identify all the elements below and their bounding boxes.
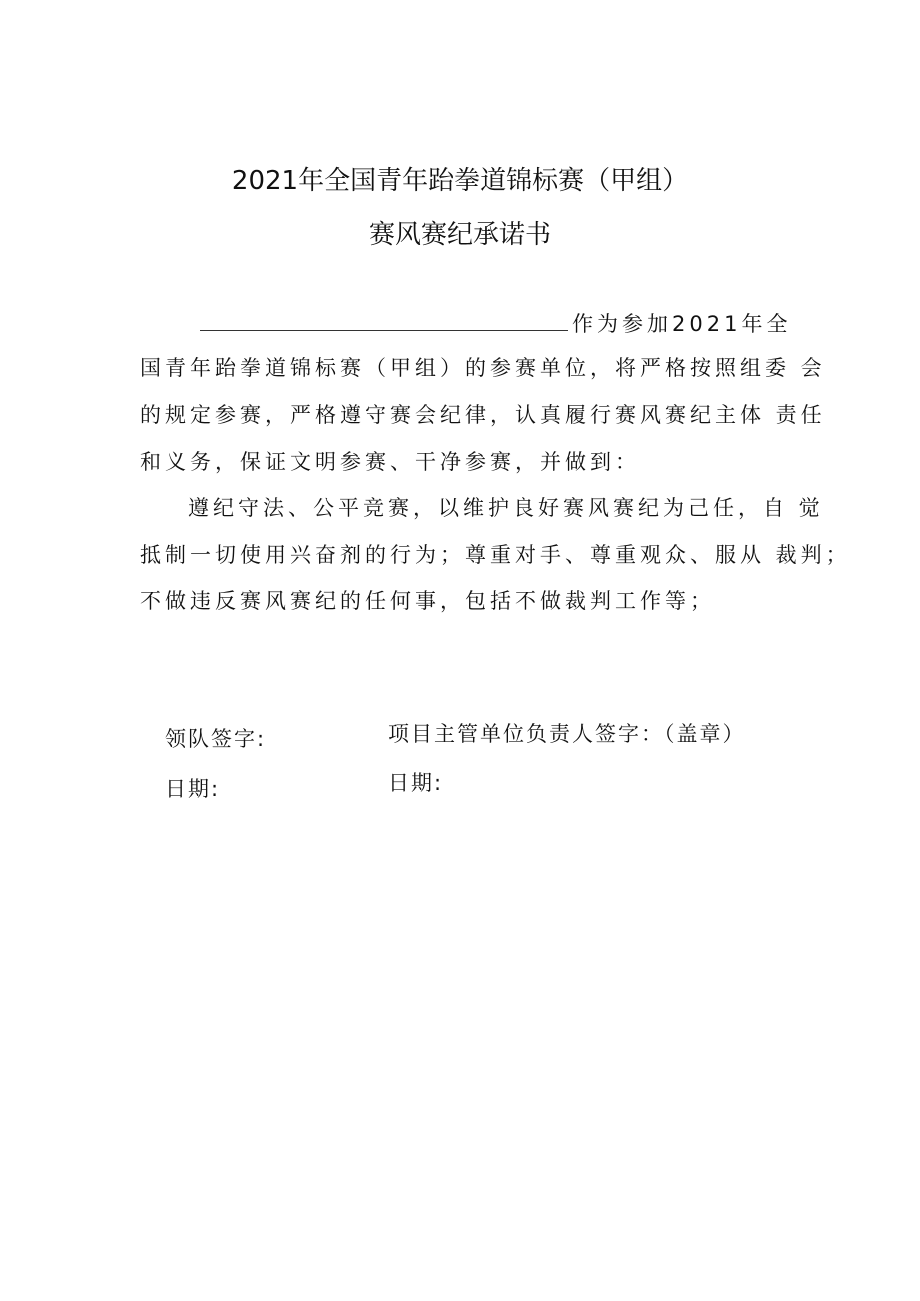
body-line-7: 不做违反赛风赛纪的任何事，包括不做裁判工作等； [140, 589, 715, 613]
body-line-5: 遵纪守法、公平竞赛，以维护良好赛风赛纪为己任，自 觉 [188, 496, 824, 520]
body-line-1-text: 作为参加2021年全 [572, 312, 792, 336]
leader-date-label: 日期: [165, 777, 221, 801]
document-subtitle: 赛风赛纪承诺书 [368, 220, 551, 250]
leader-signature-label: 领队签字: [165, 727, 267, 751]
supervisor-date-label: 日期: [388, 771, 444, 795]
supervisor-signature-label: 项目主管单位负责人签字：（盖章） [388, 722, 746, 746]
unit-name-blank [200, 308, 568, 331]
body-line-1 [200, 308, 791, 339]
body-line-3: 的规定参赛，严格遵守赛会纪律，认真履行赛风赛纪主体 责任 [140, 403, 826, 427]
body-line-6: 抵制一切使用兴奋剂的行为；尊重对手、尊重观众、服从 裁判； [140, 543, 851, 567]
body-line-4: 和义务，保证文明参赛、干净参赛，并做到： [140, 450, 640, 474]
body-line-2: 国青年跆拳道锦标赛（甲组）的参赛单位，将严格按照组委 会 [140, 356, 826, 380]
document-title: 2021年全国青年跆拳道锦标赛（甲组） [231, 166, 689, 196]
